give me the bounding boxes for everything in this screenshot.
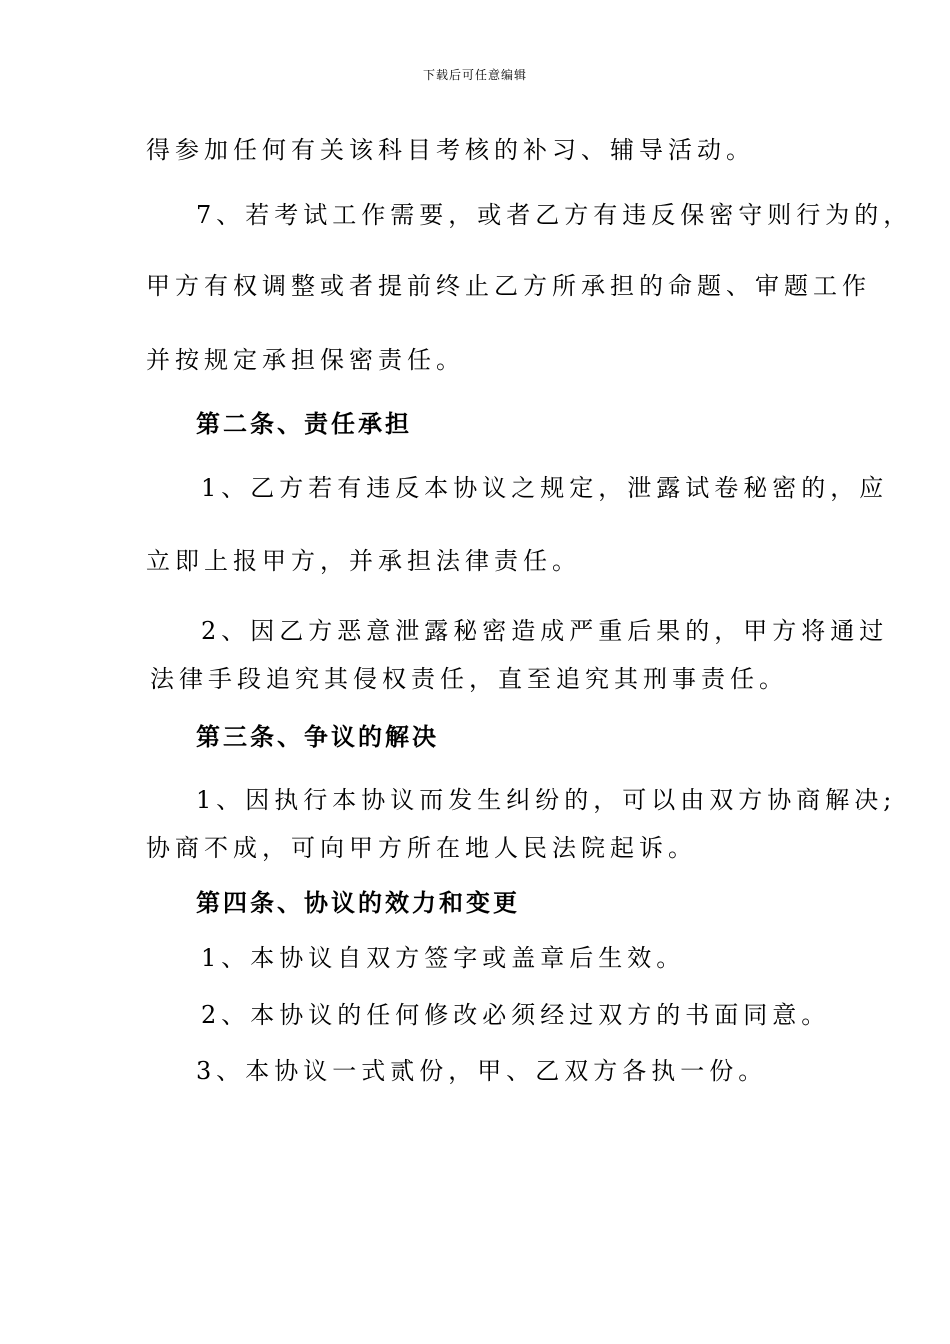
paragraph-line: 2、因乙方恶意泄露秘密造成严重后果的，甲方将通过 (201, 617, 889, 645)
paragraph-line: 1、本协议自双方签字或盖章后生效。 (201, 944, 686, 972)
paragraph-line: 1、因执行本协议而发生纠纷的，可以由双方协商解决; (196, 786, 897, 814)
paragraph-line: 并按规定承担保密责任。 (146, 346, 465, 374)
section-heading: 第三条、争议的解决 (196, 723, 439, 751)
section-heading: 第二条、责任承担 (196, 410, 412, 438)
section-heading: 第四条、协议的效力和变更 (196, 889, 520, 917)
page-header: 下载后可任意编辑 (422, 68, 527, 82)
paragraph-line: 甲方有权调整或者提前终止乙方所承担的命题、审题工作 (146, 272, 871, 300)
paragraph-line: 3、本协议一式贰份，甲、乙双方各执一份。 (196, 1057, 768, 1085)
paragraph-line: 得参加任何有关该科目考核的补习、辅导活动。 (146, 136, 755, 164)
paragraph-line: 法律手段追究其侵权责任，直至追究其刑事责任。 (150, 665, 788, 693)
paragraph-line: 协商不成，可向甲方所在地人民法院起诉。 (146, 834, 697, 862)
paragraph-line: 7、若考试工作需要，或者乙方有违反保密守则行为的， (196, 201, 913, 229)
paragraph-line: 2、本协议的任何修改必须经过双方的书面同意。 (201, 1001, 831, 1029)
paragraph-line: 1、乙方若有违反本协议之规定，泄露试卷秘密的，应 (201, 474, 889, 502)
paragraph-line: 立即上报甲方，并承担法律责任。 (146, 547, 581, 575)
